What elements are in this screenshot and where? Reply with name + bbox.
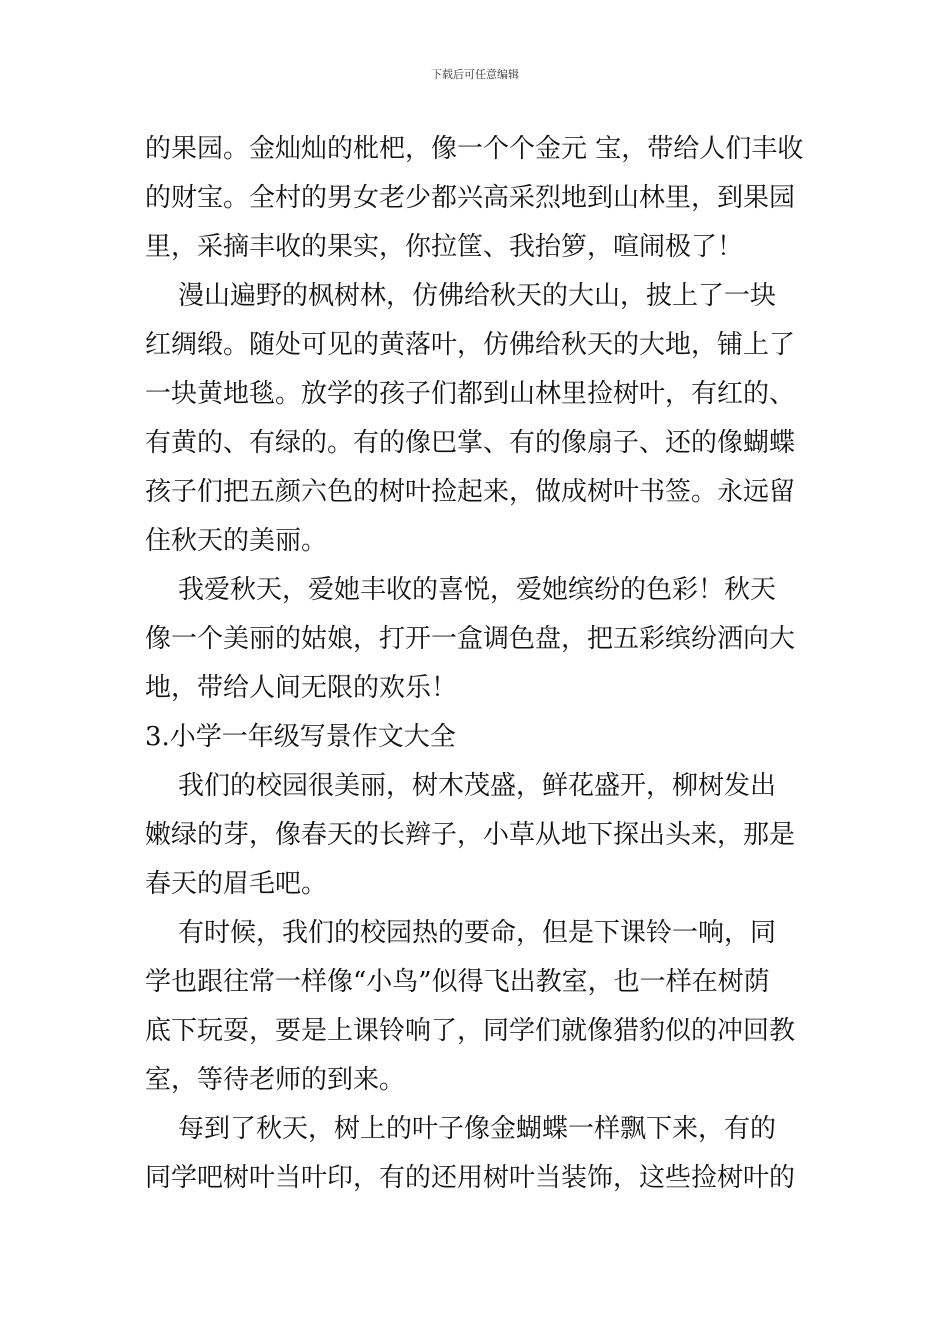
text-line: 有黄的、有绿的。有的像巴掌、有的像扇子、还的像蝴蝶	[145, 428, 796, 458]
text-line: 住秋天的美丽。	[145, 526, 328, 556]
body-text	[145, 125, 810, 1203]
text-line: 的财宝。全村的男女老少都兴高采烈地到山林里，到果园	[145, 183, 796, 213]
text-line: 每到了秋天，树上的叶子像金蝴蝶一样飘下来，有的	[145, 1114, 777, 1144]
text-line: 室，等待老师的到来。	[145, 1065, 406, 1095]
text-line: 我爱秋天，爱她丰收的喜悦，爱她缤纷的色彩！秋天	[145, 575, 777, 605]
text-line: 我们的校园很美丽，树木茂盛，鲜花盛开，柳树发出	[145, 771, 777, 801]
text-line: 嫩绿的芽，像春天的长辫子，小草从地下探出头来，那是	[145, 820, 796, 850]
text-line: 里，采摘丰收的果实，你拉筐、我抬箩，喧闹极了！	[145, 232, 744, 262]
page-header: 下载后可任意编辑	[431, 68, 519, 81]
text-line: 红绸缎。随处可见的黄落叶，仿佛给秋天的大地，铺上了	[145, 330, 796, 360]
text-line: 同学吧树叶当叶印，有的还用树叶当装饰，这些捡树叶的	[145, 1163, 796, 1193]
text-line: 漫山遍野的枫树林，仿佛给秋天的大山，披上了一块	[145, 281, 777, 311]
text-line: 地，带给人间无限的欢乐！	[145, 673, 458, 703]
text-line: 的果园。金灿灿的枇杷，像一个个金元 宝，带给人们丰收	[145, 134, 804, 164]
text-line: 有时候，我们的校园热的要命，但是下课铃一响，同	[145, 918, 777, 948]
text-line: 孩子们把五颜六色的树叶捡起来，做成树叶书签。永远留	[145, 477, 796, 507]
text-line: 一块黄地毯。放学的孩子们都到山林里捡树叶，有红的、	[145, 379, 796, 409]
section-heading: 3.小学一年级写景作文大全	[145, 722, 456, 752]
text-line: 春天的眉毛吧。	[145, 869, 328, 899]
text-line: 像一个美丽的姑娘，打开一盒调色盘，把五彩缤纷洒向大	[145, 624, 796, 654]
text-line: 学也跟往常一样像“小鸟”似得飞出教室，也一样在树荫	[145, 967, 770, 997]
text-line: 底下玩耍，要是上课铃响了，同学们就像猎豹似的冲回教	[145, 1016, 796, 1046]
